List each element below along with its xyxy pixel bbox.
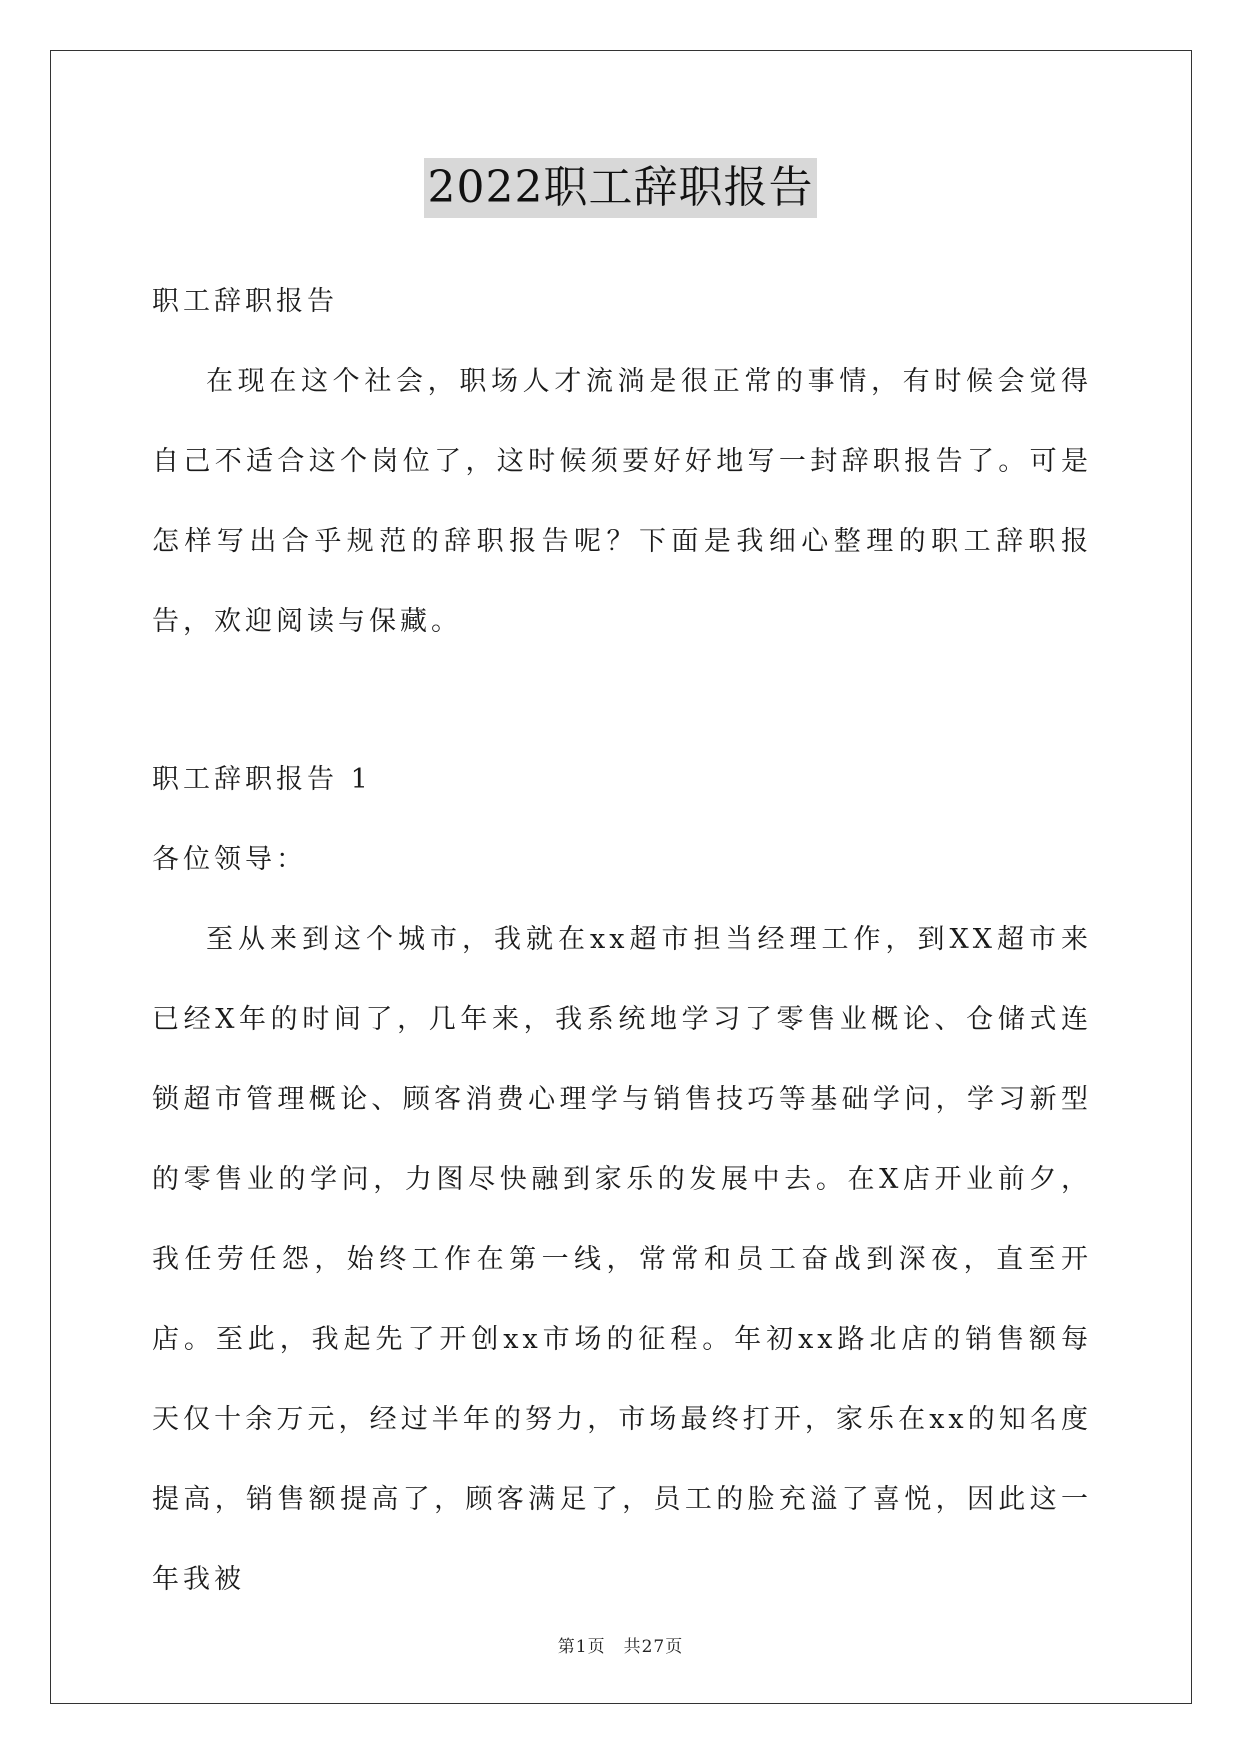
document-title: 2022职工辞职报告: [424, 158, 818, 218]
section-heading: 职工辞职报告 1: [152, 764, 372, 795]
document-body: [152, 262, 1092, 1620]
spacer: [152, 662, 1092, 740]
intro-paragraph: 在现在这个社会，职场人才流淌是很正常的事情，有时候会觉得自己不适合这个岗位了，这时候须要好好地写一封辞职报告了。可是怎样写出合乎规范的辞职报告呢？下面是我细心整理的职工辞职报告，欢迎阅读与保藏。: [152, 366, 1092, 637]
page-footer: [0, 1632, 1241, 1657]
body-paragraph: 至从来到这个城市，我就在xx超市担当经理工作，到XX超市来已经X年的时间了，几年来，我系统地学习了零售业概论、仓储式连锁超市管理概论、顾客消费心理学与销售技巧等基础学问，学习新型的零售业的学问，力图尽快融到家乐的发展中去。在X店开业前夕，我任劳任怨，始终工作在第一线，常常和员工奋战到深夜，直至开店。至此，我起先了开创xx市场的征程。年初xx路北店的销售额每天仅十余万元，经过半年的努力，市场最终打开，家乐在xx的知名度提高，销售额提高了，顾客满足了，员工的脸充溢了喜悦，因此这一年我被: [152, 924, 1092, 1595]
title-container: [0, 158, 1241, 218]
salutation: 各位领导：: [152, 844, 307, 875]
subtitle: 职工辞职报告: [152, 286, 338, 317]
page-number: 第1页 共27页: [557, 1637, 684, 1657]
